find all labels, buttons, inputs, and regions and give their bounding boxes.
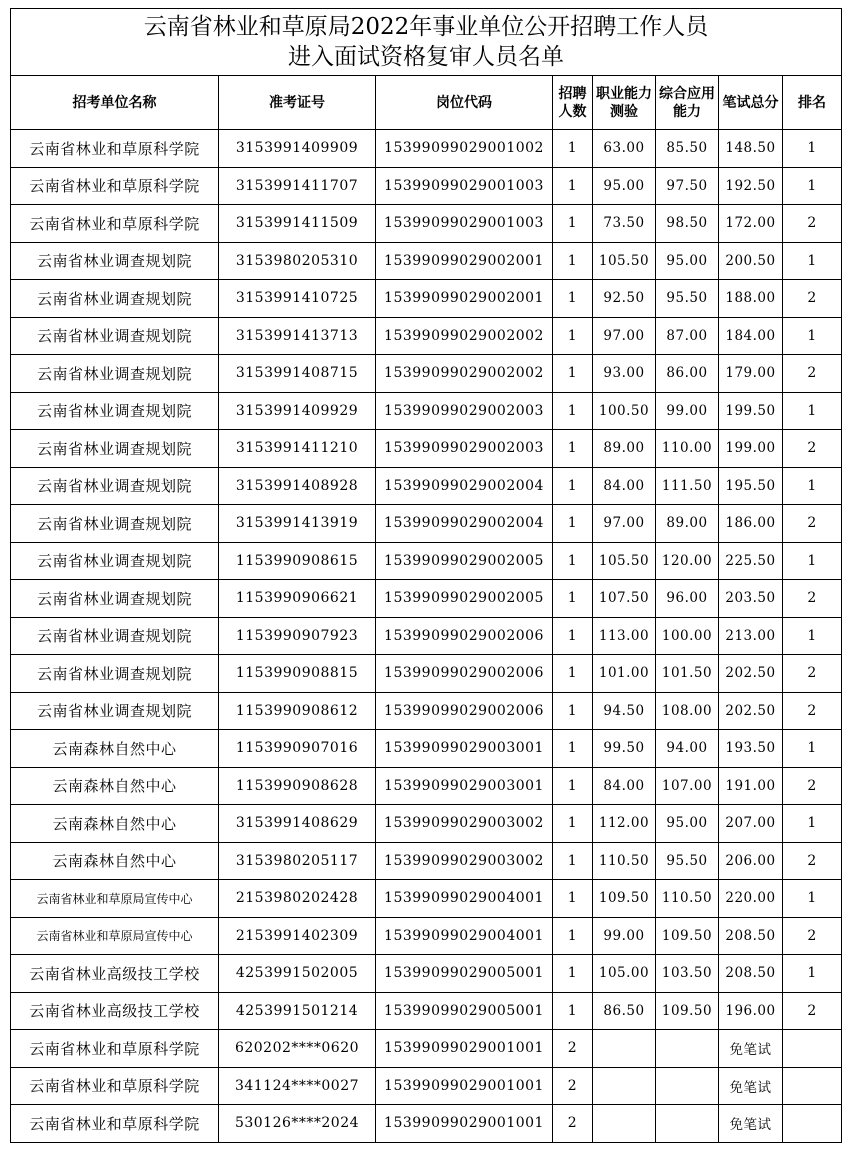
cell-unit: 云南省林业高级技工学校	[11, 955, 219, 993]
table-body	[11, 130, 842, 1143]
cell-comprehensive: 89.00	[656, 505, 719, 543]
cell-exam-no: 1153990906621	[219, 580, 376, 618]
table-row	[11, 955, 842, 993]
cell-comprehensive: 97.50	[656, 167, 719, 205]
table-row	[11, 767, 842, 805]
cell-quota: 1	[553, 917, 593, 955]
cell-rank: 1	[783, 617, 842, 655]
table-row	[11, 505, 842, 543]
cell-comprehensive: 95.00	[656, 242, 719, 280]
cell-unit: 云南省林业和草原科学院	[11, 167, 219, 205]
cell-total: 192.50	[719, 167, 783, 205]
cell-total: 免笔试	[719, 1105, 783, 1143]
cell-aptitude	[593, 1030, 656, 1068]
cell-quota: 1	[553, 242, 593, 280]
table-row	[11, 1105, 842, 1143]
cell-comprehensive: 95.50	[656, 280, 719, 318]
cell-total: 206.00	[719, 842, 783, 880]
cell-post-code: 15399099029002001	[376, 242, 553, 280]
cell-post-code: 15399099029002002	[376, 355, 553, 393]
cell-total: 188.00	[719, 280, 783, 318]
cell-total: 208.50	[719, 917, 783, 955]
cell-rank: 1	[783, 955, 842, 993]
cell-quota: 1	[553, 880, 593, 918]
cell-post-code: 15399099029005001	[376, 992, 553, 1030]
cell-post-code: 15399099029001001	[376, 1030, 553, 1068]
cell-total: 202.50	[719, 692, 783, 730]
cell-total: 186.00	[719, 505, 783, 543]
cell-exam-no: 2153980202428	[219, 880, 376, 918]
cell-comprehensive: 86.00	[656, 355, 719, 393]
cell-aptitude: 105.50	[593, 242, 656, 280]
table-row	[11, 730, 842, 768]
cell-total: 220.00	[719, 880, 783, 918]
cell-total: 225.50	[719, 542, 783, 580]
cell-unit: 云南省林业和草原科学院	[11, 130, 219, 168]
page-title	[11, 9, 842, 76]
cell-rank: 2	[783, 280, 842, 318]
cell-post-code: 15399099029002002	[376, 317, 553, 355]
cell-rank: 1	[783, 242, 842, 280]
cell-unit: 云南省林业调查规划院	[11, 692, 219, 730]
cell-post-code: 15399099029001001	[376, 1105, 553, 1143]
table-row	[11, 655, 842, 693]
cell-aptitude: 89.00	[593, 430, 656, 468]
cell-aptitude: 97.00	[593, 317, 656, 355]
cell-exam-no: 3153991409929	[219, 392, 376, 430]
cell-exam-no: 4253991501214	[219, 992, 376, 1030]
cell-unit: 云南森林自然中心	[11, 730, 219, 768]
cell-rank: 2	[783, 992, 842, 1030]
cell-total: 208.50	[719, 955, 783, 993]
cell-quota: 1	[553, 655, 593, 693]
table-row	[11, 242, 842, 280]
cell-total: 免笔试	[719, 1030, 783, 1068]
cell-post-code: 15399099029002004	[376, 505, 553, 543]
cell-post-code: 15399099029001003	[376, 205, 553, 243]
cell-total: 203.50	[719, 580, 783, 618]
cell-aptitude: 112.00	[593, 805, 656, 843]
cell-total: 202.50	[719, 655, 783, 693]
cell-rank: 1	[783, 167, 842, 205]
cell-rank	[783, 1067, 842, 1105]
cell-quota: 2	[553, 1067, 593, 1105]
cell-unit: 云南省林业和草原科学院	[11, 1030, 219, 1068]
cell-comprehensive: 110.00	[656, 430, 719, 468]
cell-rank: 1	[783, 880, 842, 918]
cell-comprehensive: 109.50	[656, 917, 719, 955]
cell-post-code: 15399099029002006	[376, 617, 553, 655]
cell-quota: 1	[553, 280, 593, 318]
title-row	[11, 9, 842, 76]
cell-aptitude: 94.50	[593, 692, 656, 730]
cell-aptitude: 97.00	[593, 505, 656, 543]
cell-rank: 1	[783, 130, 842, 168]
cell-quota: 1	[553, 767, 593, 805]
cell-quota: 1	[553, 430, 593, 468]
cell-rank: 2	[783, 430, 842, 468]
cell-quota: 1	[553, 205, 593, 243]
cell-aptitude: 84.00	[593, 467, 656, 505]
cell-post-code: 15399099029002004	[376, 467, 553, 505]
table-row	[11, 542, 842, 580]
cell-unit: 云南省林业调查规划院	[11, 317, 219, 355]
cell-total: 免笔试	[719, 1067, 783, 1105]
cell-rank: 1	[783, 467, 842, 505]
cell-rank: 2	[783, 655, 842, 693]
header-quota: 招聘人数	[553, 76, 593, 130]
cell-unit: 云南省林业高级技工学校	[11, 992, 219, 1030]
cell-quota: 1	[553, 730, 593, 768]
header-exam-no: 准考证号	[219, 76, 376, 130]
cell-rank	[783, 1105, 842, 1143]
cell-quota: 1	[553, 805, 593, 843]
cell-exam-no: 1153990907016	[219, 730, 376, 768]
cell-quota: 1	[553, 992, 593, 1030]
cell-aptitude: 107.50	[593, 580, 656, 618]
cell-rank: 2	[783, 355, 842, 393]
table-row	[11, 1030, 842, 1068]
table-row	[11, 355, 842, 393]
cell-exam-no: 1153990908615	[219, 542, 376, 580]
cell-aptitude: 86.50	[593, 992, 656, 1030]
cell-unit: 云南省林业和草原局宣传中心	[11, 917, 219, 955]
cell-quota: 1	[553, 130, 593, 168]
cell-unit: 云南省林业调查规划院	[11, 280, 219, 318]
cell-post-code: 15399099029002003	[376, 392, 553, 430]
cell-comprehensive: 85.50	[656, 130, 719, 168]
cell-quota: 1	[553, 617, 593, 655]
cell-exam-no: 3153991413713	[219, 317, 376, 355]
cell-rank: 2	[783, 767, 842, 805]
cell-comprehensive: 120.00	[656, 542, 719, 580]
cell-quota: 1	[553, 392, 593, 430]
cell-comprehensive	[656, 1067, 719, 1105]
cell-post-code: 15399099029003001	[376, 730, 553, 768]
cell-total: 191.00	[719, 767, 783, 805]
header-unit: 招考单位名称	[11, 76, 219, 130]
cell-unit: 云南省林业和草原科学院	[11, 205, 219, 243]
cell-unit: 云南省林业调查规划院	[11, 542, 219, 580]
cell-quota: 1	[553, 317, 593, 355]
cell-comprehensive: 110.50	[656, 880, 719, 918]
cell-total: 184.00	[719, 317, 783, 355]
table-row	[11, 167, 842, 205]
table-row	[11, 317, 842, 355]
header-post-code: 岗位代码	[376, 76, 553, 130]
table-row	[11, 205, 842, 243]
cell-post-code: 15399099029002006	[376, 692, 553, 730]
cell-unit: 云南省林业调查规划院	[11, 580, 219, 618]
cell-aptitude: 93.00	[593, 355, 656, 393]
cell-unit: 云南省林业和草原科学院	[11, 1105, 219, 1143]
cell-exam-no: 3153991408928	[219, 467, 376, 505]
cell-post-code: 15399099029002006	[376, 655, 553, 693]
cell-exam-no: 3153991408715	[219, 355, 376, 393]
table-row	[11, 130, 842, 168]
title-line-2: 进入面试资格复审人员名单	[288, 44, 565, 70]
cell-total: 193.50	[719, 730, 783, 768]
cell-aptitude: 101.00	[593, 655, 656, 693]
cell-rank: 2	[783, 205, 842, 243]
cell-post-code: 15399099029002005	[376, 542, 553, 580]
cell-rank: 1	[783, 730, 842, 768]
cell-quota: 1	[553, 355, 593, 393]
cell-unit: 云南省林业调查规划院	[11, 430, 219, 468]
cell-quota: 1	[553, 955, 593, 993]
cell-comprehensive: 111.50	[656, 467, 719, 505]
cell-aptitude: 100.50	[593, 392, 656, 430]
cell-quota: 1	[553, 842, 593, 880]
cell-post-code: 15399099029001001	[376, 1067, 553, 1105]
cell-unit: 云南省林业调查规划院	[11, 355, 219, 393]
cell-post-code: 15399099029003002	[376, 805, 553, 843]
table-row	[11, 692, 842, 730]
cell-quota: 2	[553, 1105, 593, 1143]
cell-exam-no: 1153990907923	[219, 617, 376, 655]
cell-exam-no: 3153991411210	[219, 430, 376, 468]
cell-rank: 1	[783, 542, 842, 580]
cell-aptitude	[593, 1067, 656, 1105]
cell-comprehensive: 101.50	[656, 655, 719, 693]
title-line-1: 云南省林业和草原局2022年事业单位公开招聘工作人员	[143, 14, 709, 40]
cell-unit: 云南省林业调查规划院	[11, 505, 219, 543]
cell-aptitude: 99.00	[593, 917, 656, 955]
cell-unit: 云南森林自然中心	[11, 805, 219, 843]
cell-aptitude: 73.50	[593, 205, 656, 243]
cell-quota: 2	[553, 1030, 593, 1068]
cell-post-code: 15399099029002003	[376, 430, 553, 468]
cell-comprehensive: 94.00	[656, 730, 719, 768]
candidate-table	[10, 8, 842, 1143]
cell-exam-no: 4253991502005	[219, 955, 376, 993]
cell-exam-no: 2153991402309	[219, 917, 376, 955]
cell-quota: 1	[553, 505, 593, 543]
cell-total: 179.00	[719, 355, 783, 393]
cell-total: 213.00	[719, 617, 783, 655]
cell-aptitude: 105.00	[593, 955, 656, 993]
cell-comprehensive: 95.50	[656, 842, 719, 880]
cell-exam-no: 3153991411509	[219, 205, 376, 243]
cell-total: 200.50	[719, 242, 783, 280]
cell-exam-no: 3153991410725	[219, 280, 376, 318]
cell-unit: 云南省林业和草原科学院	[11, 1067, 219, 1105]
cell-exam-no: 530126****2024	[219, 1105, 376, 1143]
cell-unit: 云南省林业调查规划院	[11, 467, 219, 505]
cell-unit: 云南省林业调查规划院	[11, 242, 219, 280]
cell-aptitude: 113.00	[593, 617, 656, 655]
cell-post-code: 15399099029003002	[376, 842, 553, 880]
cell-unit: 云南森林自然中心	[11, 767, 219, 805]
cell-comprehensive: 99.00	[656, 392, 719, 430]
table-row	[11, 392, 842, 430]
cell-rank: 2	[783, 917, 842, 955]
cell-total: 148.50	[719, 130, 783, 168]
cell-exam-no: 1153990908612	[219, 692, 376, 730]
cell-rank: 2	[783, 692, 842, 730]
cell-total: 207.00	[719, 805, 783, 843]
cell-aptitude: 99.50	[593, 730, 656, 768]
cell-comprehensive: 109.50	[656, 992, 719, 1030]
cell-quota: 1	[553, 467, 593, 505]
cell-aptitude: 84.00	[593, 767, 656, 805]
cell-exam-no: 620202****0620	[219, 1030, 376, 1068]
cell-post-code: 15399099029003001	[376, 767, 553, 805]
cell-exam-no: 3153991409909	[219, 130, 376, 168]
cell-aptitude: 95.00	[593, 167, 656, 205]
table-row	[11, 280, 842, 318]
cell-exam-no: 341124****0027	[219, 1067, 376, 1105]
header-rank: 排名	[783, 76, 842, 130]
cell-quota: 1	[553, 580, 593, 618]
cell-exam-no: 3153991413919	[219, 505, 376, 543]
table-row	[11, 917, 842, 955]
cell-unit: 云南省林业调查规划院	[11, 392, 219, 430]
cell-quota: 1	[553, 167, 593, 205]
cell-comprehensive: 100.00	[656, 617, 719, 655]
table-row	[11, 467, 842, 505]
cell-post-code: 15399099029004001	[376, 917, 553, 955]
cell-comprehensive	[656, 1105, 719, 1143]
cell-total: 199.50	[719, 392, 783, 430]
cell-rank: 1	[783, 805, 842, 843]
cell-aptitude: 63.00	[593, 130, 656, 168]
cell-comprehensive: 98.50	[656, 205, 719, 243]
cell-comprehensive: 107.00	[656, 767, 719, 805]
cell-exam-no: 3153991411707	[219, 167, 376, 205]
table-row	[11, 617, 842, 655]
table-row	[11, 430, 842, 468]
cell-total: 172.00	[719, 205, 783, 243]
cell-post-code: 15399099029005001	[376, 955, 553, 993]
cell-comprehensive: 95.00	[656, 805, 719, 843]
cell-exam-no: 3153980205117	[219, 842, 376, 880]
table-row	[11, 880, 842, 918]
cell-aptitude: 92.50	[593, 280, 656, 318]
table-row	[11, 1067, 842, 1105]
cell-rank: 2	[783, 842, 842, 880]
cell-post-code: 15399099029002001	[376, 280, 553, 318]
cell-comprehensive: 96.00	[656, 580, 719, 618]
cell-rank: 2	[783, 505, 842, 543]
cell-unit: 云南省林业调查规划院	[11, 655, 219, 693]
cell-aptitude	[593, 1105, 656, 1143]
table-row	[11, 805, 842, 843]
cell-exam-no: 1153990908815	[219, 655, 376, 693]
header-aptitude: 职业能力测验	[593, 76, 656, 130]
cell-unit: 云南森林自然中心	[11, 842, 219, 880]
cell-quota: 1	[553, 542, 593, 580]
table-row	[11, 992, 842, 1030]
cell-post-code: 15399099029002005	[376, 580, 553, 618]
cell-comprehensive	[656, 1030, 719, 1068]
cell-post-code: 15399099029004001	[376, 880, 553, 918]
header-total: 笔试总分	[719, 76, 783, 130]
cell-aptitude: 109.50	[593, 880, 656, 918]
cell-unit: 云南省林业和草原局宣传中心	[11, 880, 219, 918]
cell-rank: 2	[783, 580, 842, 618]
cell-unit: 云南省林业调查规划院	[11, 617, 219, 655]
cell-aptitude: 110.50	[593, 842, 656, 880]
cell-comprehensive: 103.50	[656, 955, 719, 993]
cell-comprehensive: 108.00	[656, 692, 719, 730]
cell-rank: 1	[783, 317, 842, 355]
cell-exam-no: 3153991408629	[219, 805, 376, 843]
cell-exam-no: 3153980205310	[219, 242, 376, 280]
cell-total: 196.00	[719, 992, 783, 1030]
document-page	[10, 8, 841, 1143]
cell-rank	[783, 1030, 842, 1068]
table-row	[11, 580, 842, 618]
cell-total: 195.50	[719, 467, 783, 505]
header-comprehensive: 综合应用能力	[656, 76, 719, 130]
cell-post-code: 15399099029001002	[376, 130, 553, 168]
cell-quota: 1	[553, 692, 593, 730]
header-row	[11, 76, 842, 130]
cell-exam-no: 1153990908628	[219, 767, 376, 805]
table-row	[11, 842, 842, 880]
cell-aptitude: 105.50	[593, 542, 656, 580]
cell-comprehensive: 87.00	[656, 317, 719, 355]
cell-rank: 1	[783, 392, 842, 430]
cell-post-code: 15399099029001003	[376, 167, 553, 205]
cell-total: 199.00	[719, 430, 783, 468]
